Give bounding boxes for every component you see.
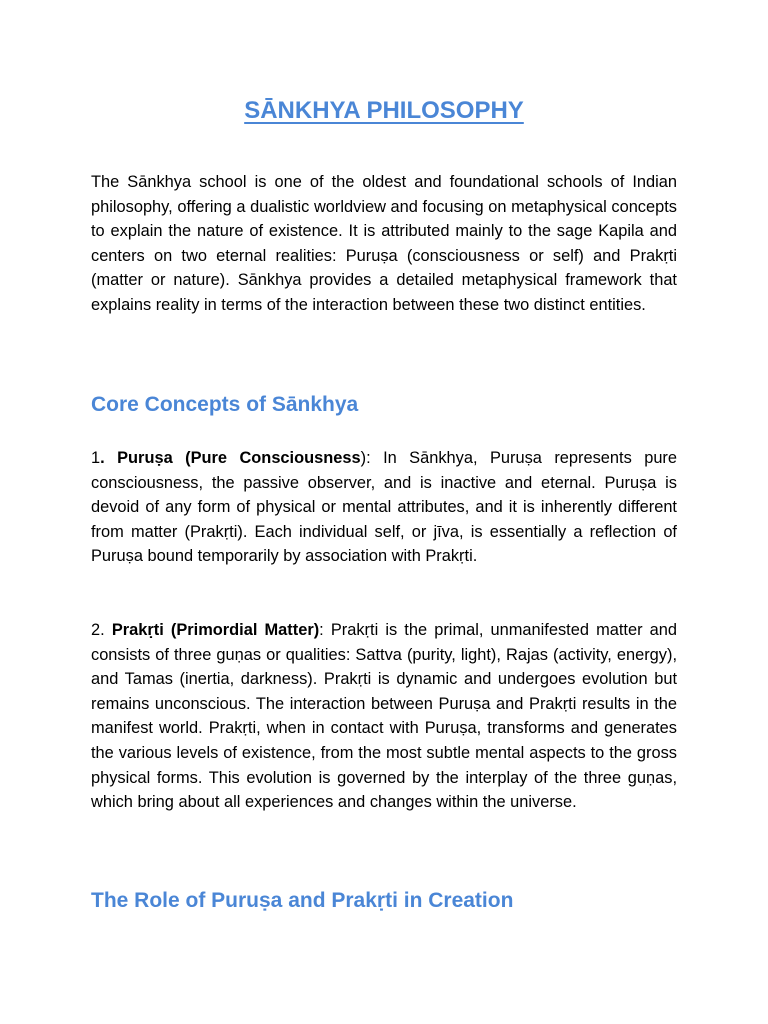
item-term-close: ) xyxy=(360,449,367,467)
intro-paragraph: The Sānkhya school is one of the oldest and foundational schools of Indian philosophy, offering a dualistic worldview and focusing on metaphysical concepts to explain the nature of existence. It is attributed mainly to the sage Kapila and centers on two eternal realities: Puruṣa (consciousness or self) and Prakṛti (matter or nature). Sānkhya provides a detailed metaphysical framework that explains reality in terms of the interaction between these two distinct entities. xyxy=(91,173,677,314)
list-item-prakrti xyxy=(91,618,677,815)
section-heading-role: The Role of Puruṣa and Prakṛti in Creation xyxy=(91,889,514,912)
item-term: . Puruṣa (Pure Consciousness xyxy=(100,449,361,467)
document-title: SĀNKHYA PHILOSOPHY xyxy=(244,97,524,124)
list-item-purusa xyxy=(91,446,677,569)
item-number: 2. xyxy=(91,621,112,639)
section-heading-core-concepts: Core Concepts of Sānkhya xyxy=(91,393,359,416)
item-text: : Prakṛti is the primal, unmanifested matter and consists of three guṇas or qualities: Sattva (purity, light), Rajas (activity, energy), and Tamas (inertia, darkness). Prakṛti is dynamic and undergoes evolution but remains unconscious. The interaction between Puruṣa and Prakṛti results in the manifest world. Prakṛti, when in contact with Puruṣa, transforms and generates the various levels of existence, from the most subtle mental aspects to the gross physical forms. This evolution is governed by the interplay of the three guṇas, which bring about all experiences and changes within the universe. xyxy=(91,621,678,812)
item-number: 1 xyxy=(91,449,101,467)
item-text: : In Sānkhya, Puruṣa represents pure consciousness, the passive observer, and is inactive and eternal. Puruṣa is devoid of any form of physical or mental attributes, and it is inherently different from matter (Prakṛti). Each individual self, or jīva, is essentially a reflection of Puruṣa bound temporarily by association with Prakṛti. xyxy=(91,449,678,566)
item-term: Prakṛti (Primordial Matter) xyxy=(111,621,320,639)
